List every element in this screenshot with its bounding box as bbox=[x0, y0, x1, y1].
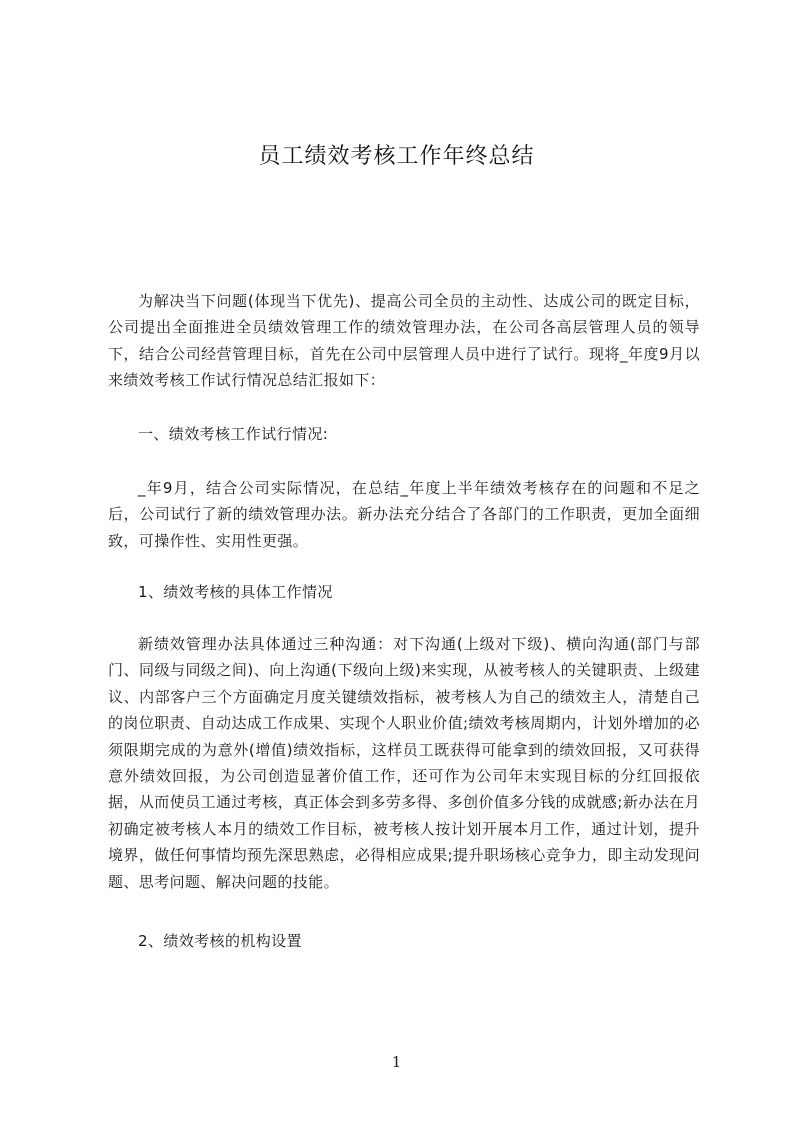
section-1-body-block bbox=[108, 475, 700, 554]
intro-block bbox=[108, 288, 700, 394]
section-1-heading: 一、绩效考核工作试行情况: bbox=[138, 425, 329, 443]
section-1-body-paragraph: _年9月，结合公司实际情况，在总结_年度上半年绩效考核存在的问题和不足之后，公司试行了新的绩效管理办法。新办法充分结合了各部门的工作职责，更加全面细致，可操作性、实用性更强。 bbox=[108, 479, 700, 550]
intro-paragraph: 为解决当下问题(体现当下优先)、提高公司全员的主动性、达成公司的既定目标，公司提出全面推进全员绩效管理工作的绩效管理办法，在公司各高层管理人员的领导下，结合公司经营管理目标，首先在公司中层管理人员中进行了试行。现将_年度9月以来绩效考核工作试行情况总结汇报如下： bbox=[108, 292, 700, 390]
subsection-2-heading: 2、绩效考核的机构设置 bbox=[138, 932, 302, 950]
section-1-block bbox=[108, 421, 700, 447]
subsection-2-block bbox=[108, 928, 700, 954]
subsection-1-body-paragraph: 新绩效管理办法具体通过三种沟通：对下沟通(上级对下级)、横向沟通(部门与部门、同级与同级之间)、向上沟通(下级向上级)来实现，从被考核人的关键职责、上级建议、内部客户三个方面确定月度关键绩效指标，被考核人为自己的绩效主人，清楚自己的岗位职责、自动达成工作成果、实现个人职业价值;绩效考核周期内，计划外增加的必须限期完成的为意外(增值)绩效指标，这样员工既获得可能拿到的绩效回报，又可获得意外绩效回报，为公司创造显著价值工作，还可作为公司年末实现目标的分红回报依据，从而使员工通过考核，真正体会到多劳多得、多创价值多分钱的成就感;新办法在月初确定被考核人本月的绩效工作目标，被考核人按计划开展本月工作，通过计划，提升境界，做任何事情均预先深思熟虑，必得相应成果;提升职场核心竞争力，即主动发现问题、思考问题、解决问题的技能。 bbox=[108, 635, 700, 891]
subsection-1-block bbox=[108, 579, 700, 605]
page-number: 1 bbox=[391, 1053, 402, 1071]
subsection-1-body-block bbox=[108, 631, 700, 895]
subsection-1-heading: 1、绩效考核的具体工作情况 bbox=[138, 583, 333, 601]
document-title: 员工绩效考核工作年终总结 bbox=[258, 144, 535, 169]
